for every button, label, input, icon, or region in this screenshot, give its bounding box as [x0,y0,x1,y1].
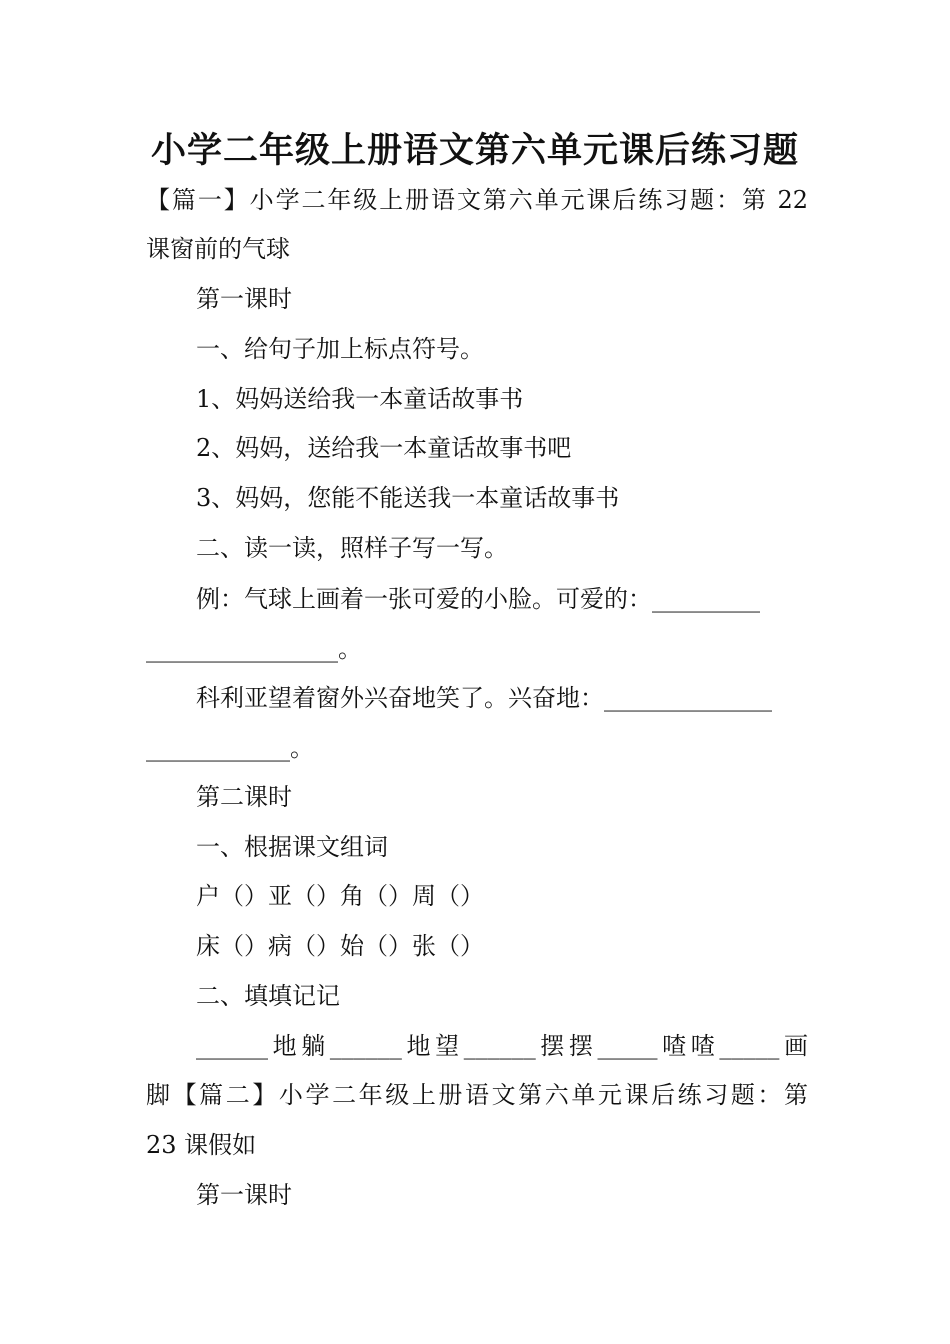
word-group-line: 床（）病（）始（）张（） [196,932,484,960]
question-heading: 二、读一读，照样子写一写。 [196,534,508,562]
document-title: 小学二年级上册语文第六单元课后练习题 [150,130,799,171]
paragraph-line: 23 课假如 [146,1131,257,1159]
section-heading: 第一课时 [196,1181,292,1209]
example-line-continued: ________________。 [146,635,362,663]
fill-blank-line: ______地躺______地望______摆摆_____喳喳_____画 [196,1032,808,1060]
example-line: 例：气球上画着一张可爱的小脸。可爱的：_________ [196,585,760,613]
section-heading: 第二课时 [196,783,292,811]
question-heading: 一、给句子加上标点符号。 [196,335,484,363]
exercise-line-continued: ____________。 [146,734,314,762]
question-heading: 二、填填记记 [196,982,340,1010]
question-item: 2、妈妈，送给我一本童话故事书吧 [196,434,572,462]
paragraph-line: 【篇一】小学二年级上册语文第六单元课后练习题：第 22 [146,186,808,214]
exercise-line: 科利亚望着窗外兴奋地笑了。兴奋地：______________ [196,684,772,712]
question-item: 1、妈妈送给我一本童话故事书 [196,385,524,413]
section-heading: 第一课时 [196,285,292,313]
paragraph-line: 课窗前的气球 [146,235,290,263]
question-heading: 一、根据课文组词 [196,833,388,861]
question-item: 3、妈妈，您能不能送我一本童话故事书 [196,484,620,512]
word-group-line: 户（）亚（）角（）周（） [196,882,484,910]
paragraph-line: 脚【篇二】小学二年级上册语文第六单元课后练习题：第 [146,1081,808,1109]
